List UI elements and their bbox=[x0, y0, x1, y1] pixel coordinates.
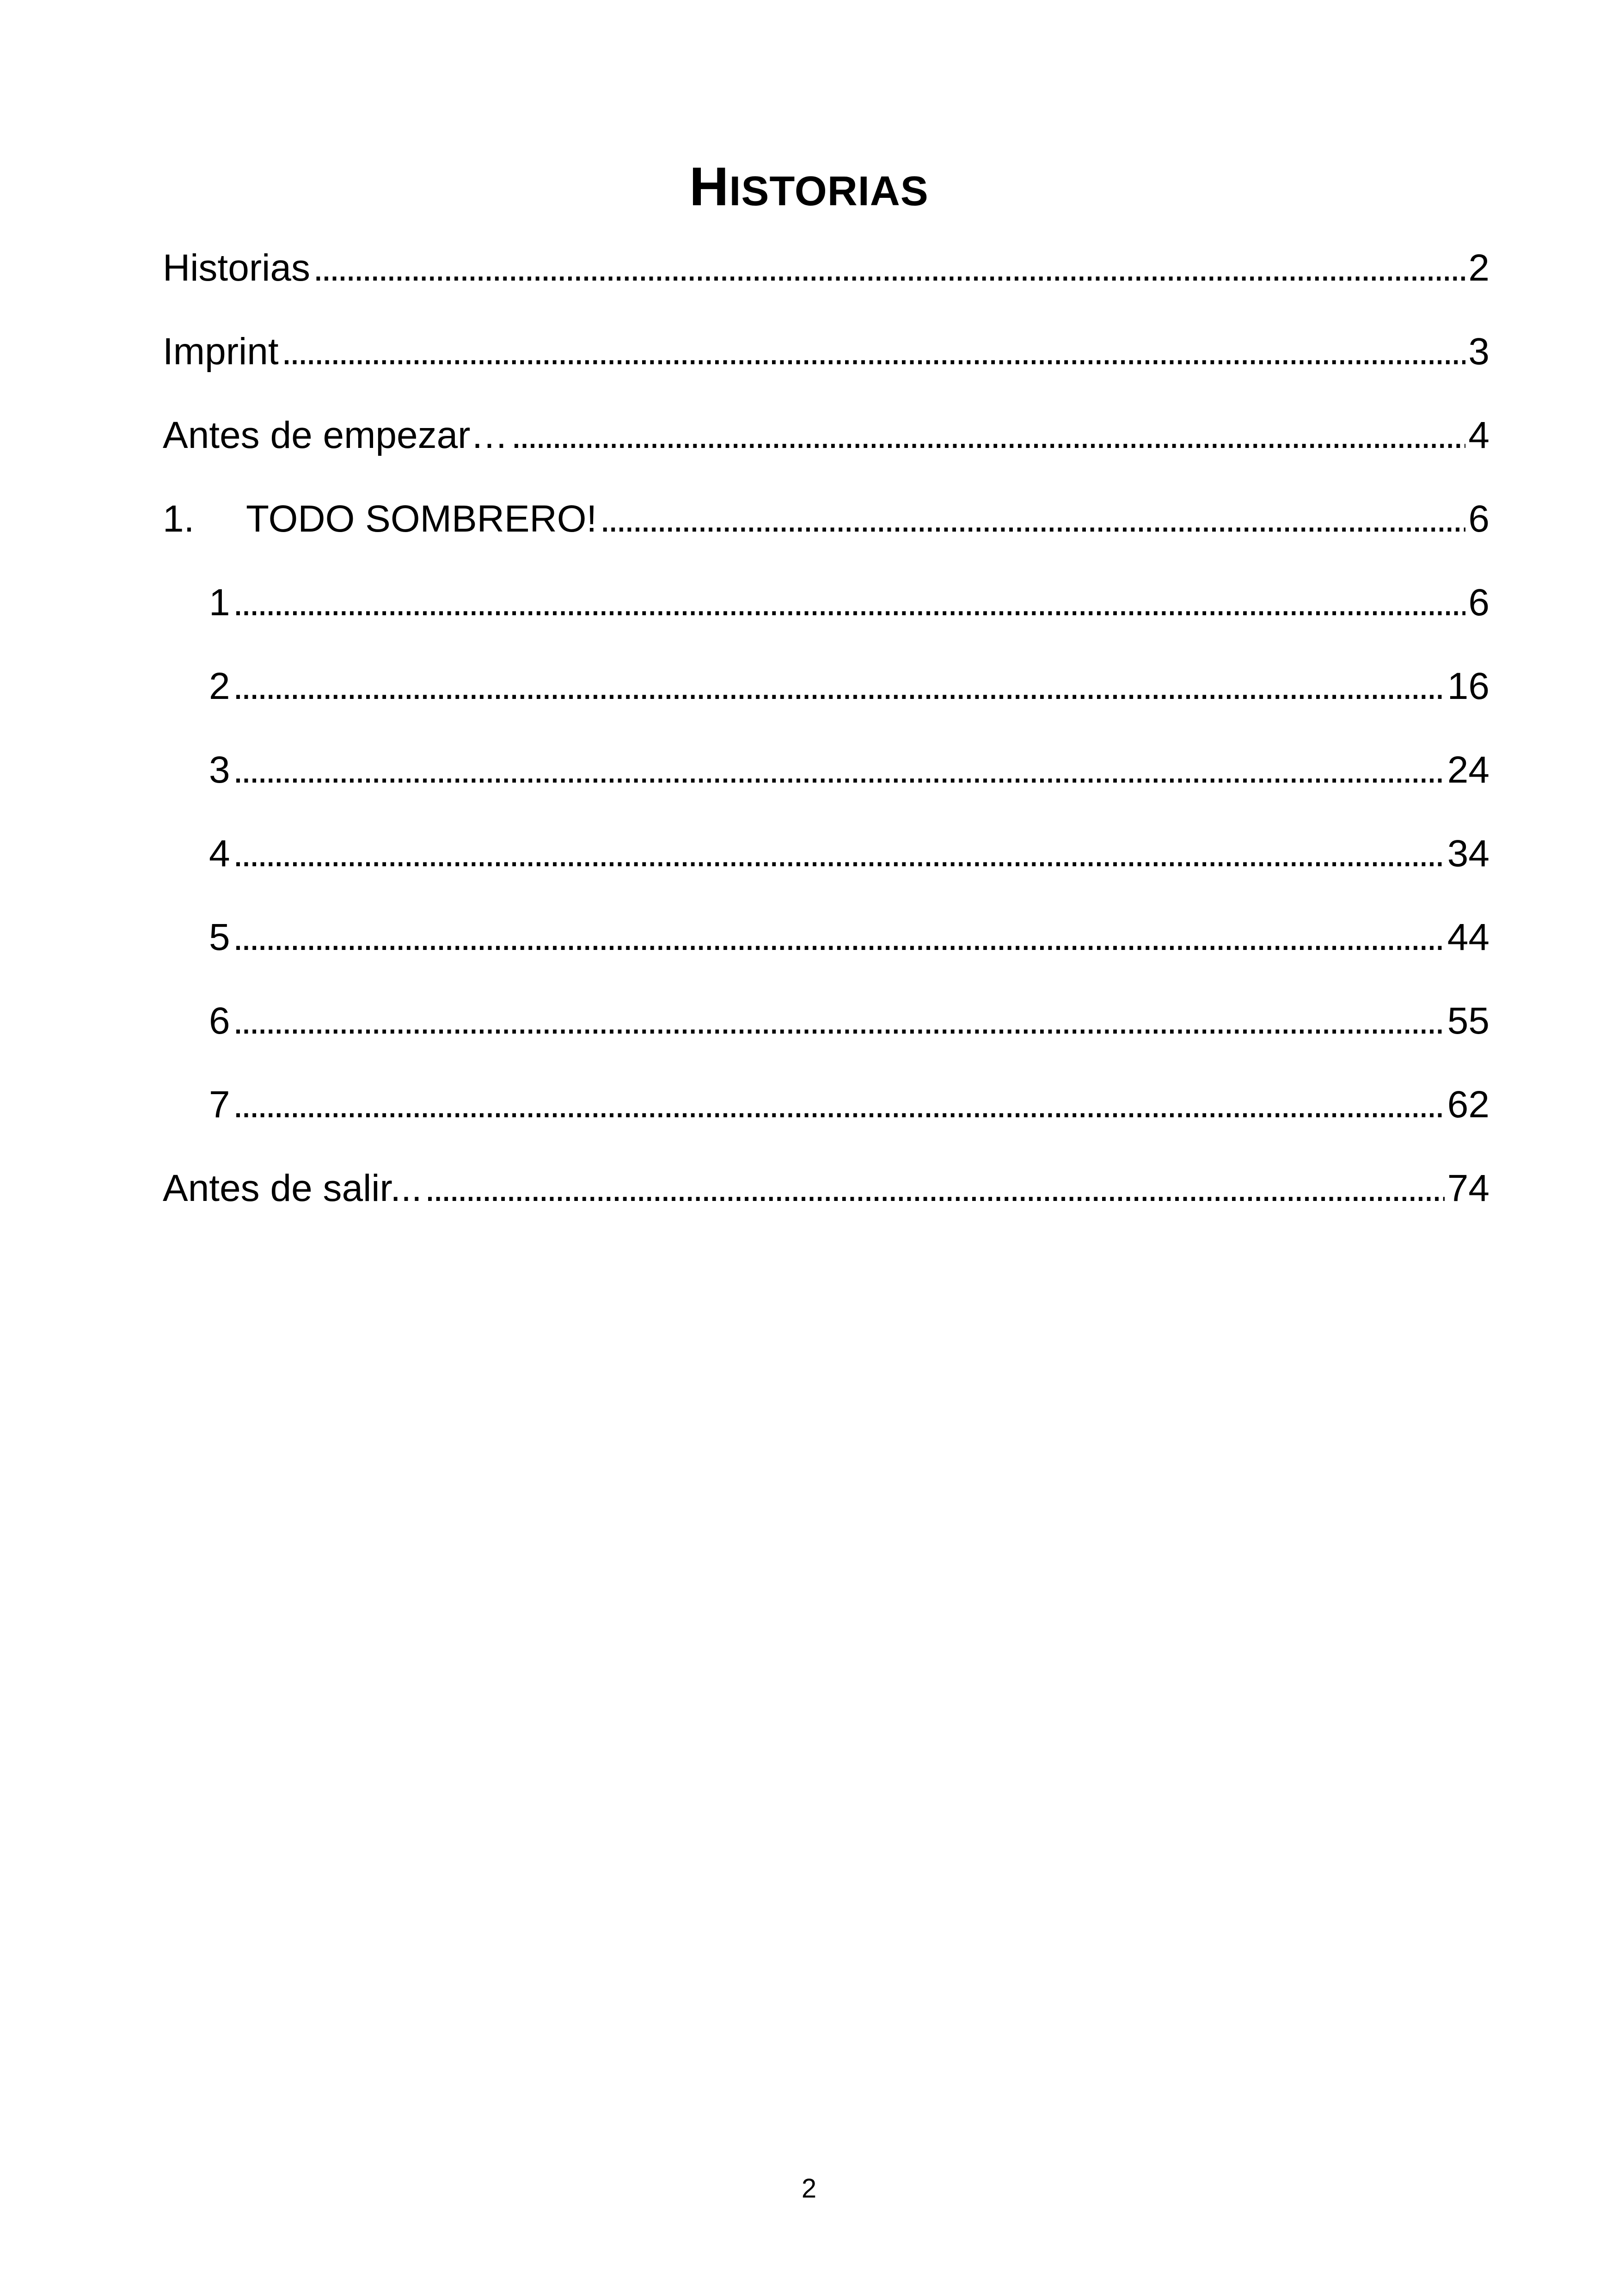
toc-entry-page: 2 bbox=[1468, 247, 1489, 289]
toc-entry-page: 6 bbox=[1468, 498, 1489, 540]
title-first-letter: H bbox=[689, 156, 729, 218]
toc-entry-page: 3 bbox=[1468, 331, 1489, 373]
page-number: 2 bbox=[801, 2174, 817, 2204]
toc-entry-section-2[interactable] bbox=[163, 659, 1489, 742]
toc-dot-leader bbox=[233, 826, 1445, 882]
toc-dot-leader bbox=[600, 491, 1465, 547]
toc-entry-imprint[interactable] bbox=[163, 324, 1489, 408]
title-rest: ISTORIAS bbox=[729, 168, 929, 215]
toc-entry-page: 6 bbox=[1468, 582, 1489, 624]
toc-entry-label: 7 bbox=[209, 1084, 230, 1126]
toc-entry-label: 1 bbox=[209, 582, 230, 624]
toc-dot-leader bbox=[233, 910, 1445, 965]
toc-entry-todo-sombrero[interactable] bbox=[163, 491, 1489, 575]
toc-dot-leader bbox=[233, 659, 1445, 714]
toc-dot-leader bbox=[233, 993, 1445, 1049]
toc-entry-page: 55 bbox=[1447, 1000, 1489, 1042]
page-title bbox=[0, 154, 1618, 224]
toc-entry-number: 1. bbox=[163, 498, 195, 540]
toc-dot-leader bbox=[425, 1161, 1445, 1216]
toc-entry-page: 74 bbox=[1447, 1167, 1489, 1209]
toc-entry-page: 16 bbox=[1447, 665, 1489, 707]
toc-dot-leader bbox=[313, 240, 1465, 296]
toc-entry-label: Historias bbox=[163, 247, 310, 289]
toc-entry-page: 44 bbox=[1447, 916, 1489, 958]
toc-entry-section-5[interactable] bbox=[163, 910, 1489, 993]
toc-entry-label: Imprint bbox=[163, 331, 279, 373]
toc-entry-label: 6 bbox=[209, 1000, 230, 1042]
toc-entry-section-7[interactable] bbox=[163, 1077, 1489, 1161]
toc-entry-antes-de-salir[interactable] bbox=[163, 1161, 1489, 1244]
toc-entry-section-3[interactable] bbox=[163, 742, 1489, 826]
table-of-contents bbox=[163, 240, 1489, 1244]
toc-dot-leader bbox=[233, 575, 1466, 631]
toc-dot-leader bbox=[511, 408, 1466, 463]
toc-entry-label: 5 bbox=[209, 916, 230, 958]
toc-entry-historias[interactable] bbox=[163, 240, 1489, 324]
toc-entry-section-4[interactable] bbox=[163, 826, 1489, 910]
toc-dot-leader bbox=[233, 1077, 1445, 1133]
toc-entry-label: Antes de salir... bbox=[163, 1167, 422, 1209]
toc-entry-page: 24 bbox=[1447, 749, 1489, 791]
toc-entry-label: TODO SOMBRERO! bbox=[246, 498, 597, 540]
toc-entry-label: 4 bbox=[209, 833, 230, 875]
toc-entry-label: 3 bbox=[209, 749, 230, 791]
toc-entry-section-1[interactable] bbox=[163, 575, 1489, 659]
toc-entry-page: 62 bbox=[1447, 1084, 1489, 1126]
toc-entry-section-6[interactable] bbox=[163, 993, 1489, 1077]
toc-entry-antes-de-empezar[interactable] bbox=[163, 408, 1489, 491]
toc-entry-label: Antes de empezar… bbox=[163, 414, 509, 456]
toc-dot-leader bbox=[282, 324, 1466, 380]
toc-entry-page: 4 bbox=[1468, 414, 1489, 456]
toc-entry-label: 2 bbox=[209, 665, 230, 707]
toc-entry-page: 34 bbox=[1447, 833, 1489, 875]
toc-dot-leader bbox=[233, 742, 1445, 798]
